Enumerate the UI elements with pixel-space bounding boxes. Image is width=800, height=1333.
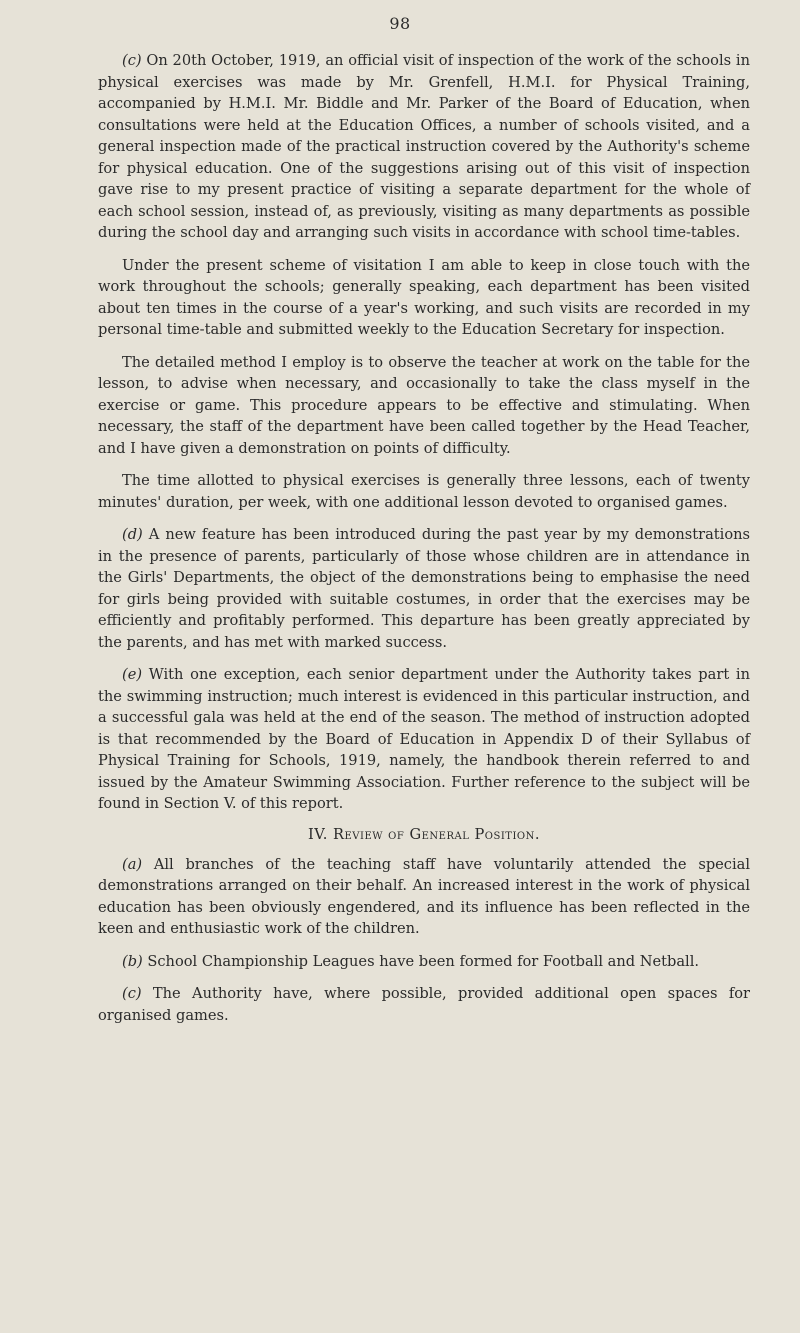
paragraph-section-iv-b (98, 951, 750, 973)
paragraph-text: A new feature has been introduced during the past year by my demonstrations in the presence of parents, particularly of those whose children are in attendance in the Girls' Departments, the object of the demonstrations being to emphasise the need for girls being provided with suitable costumes, in order that the exercises may be efficiently and profitably performed. This departure has been greatly appreciated by the parents, and has met with marked success. (98, 526, 750, 651)
paragraph-label: (d) (122, 526, 143, 543)
paragraph-label: (b) (122, 952, 143, 970)
paragraph-label: (a) (122, 855, 143, 873)
paragraph-time-allotted: The time allotted to physical exercises is generally three lessons, each of twenty minutes' duration, per week, with one additional lesson devoted to organised games. (98, 472, 750, 511)
paragraph-text: All branches of the teaching staff have voluntarily attended the special demonstrations arranged on their behalf. An increased interest in the work of physical education has been obviously engendered, and its influence has been reflected in the keen and enthusiastic work of the children. (98, 855, 750, 937)
page-body (98, 50, 750, 1037)
paragraph-section-c (98, 50, 750, 244)
paragraph-section-d (98, 524, 750, 653)
paragraph-text: On 20th October, 1919, an official visit of inspection of the work of the schools in physical exercises was made by Mr. Grenfell, H.M.I. for Physical Training, accompanied by H.M.I. Mr. Biddle and Mr. Parker of the Board of Education, when consultations were held at the Education Offices, a number of schools visited, and a general inspection made of the practical instruction covered by the Authority's scheme for physical education. One of the suggestions arising out of this visit of inspection gave rise to my present practice of visiting a separate department for the whole of each school session, instead of, as previously, visiting as many departments as possible during the school day and arranging such visits in accordance with school time-tables. (98, 52, 750, 241)
paragraph-label: (c) (122, 52, 142, 69)
paragraph-label: (e) (122, 666, 143, 683)
section-heading (98, 826, 750, 843)
heading-numeral: IV. (307, 825, 328, 843)
paragraph-text: School Championship Leagues have been formed for Football and Netball. (142, 952, 700, 970)
paragraph-section-e (98, 664, 750, 815)
paragraph-method: The detailed method I employ is to observe the teacher at work on the table for the lesson, to advise when necessary, and occasionally to take the class myself in the exercise or game. This procedure appears to be effective and stimulating. When necessary, the staff of the department have been called together by the Head Teacher, and I have given a demonstration on points of difficulty. (98, 353, 750, 457)
paragraph-section-iv-a (98, 854, 750, 940)
paragraph-label: (c) (122, 985, 142, 1002)
paragraph-visitation: Under the present scheme of visitation I am able to keep in close touch with the work throughout the schools; generally speaking, each department has been visited about ten times in the course of a year's working, and such visits are recorded in my personal time-table and submitted weekly to the Education Secretary for inspection. (98, 256, 750, 338)
paragraph-section-iv-c (98, 983, 750, 1026)
paragraph-text: The Authority have, where possible, provided additional open spaces for organised games. (98, 985, 750, 1024)
paragraph-text: With one exception, each senior department under the Authority takes part in the swimming instruction; much interest is evidenced in this particular instruction, and a successful gala was held at the end of the season. The method of instruction adopted is that recommended by the Board of Education in Appendix D of their Syllabus of Physical Training for Schools, 1919, namely, the handbook therein referred to and issued by the Amateur Swimming Association. Further reference to the subject will be found in Section V. of this report. (98, 666, 750, 812)
heading-title: Review of General Position. (333, 825, 541, 843)
page-number: 98 (389, 14, 411, 33)
